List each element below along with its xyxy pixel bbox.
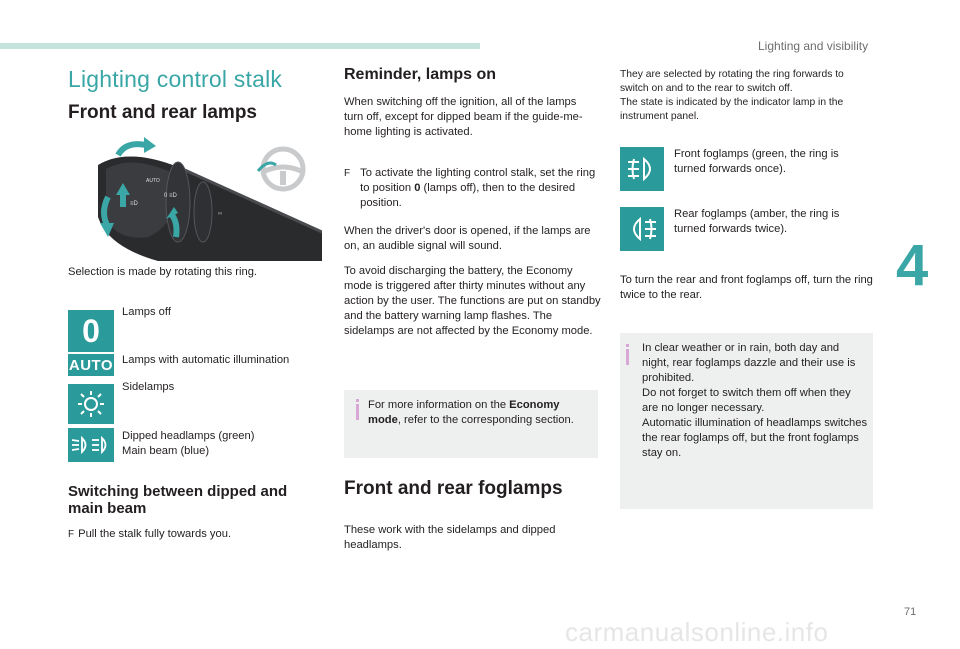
chapter-number: 4 <box>896 233 929 298</box>
auto-label: Lamps with automatic illumination <box>122 354 290 366</box>
foglamps-heading: Front and rear foglamps <box>344 478 563 499</box>
front-rear-lamps-heading: Front and rear lamps <box>68 102 257 123</box>
sidelamps-icon <box>68 384 114 424</box>
reminder-paragraph-2: When the driver's door is opened, if the lamps are on, an audible signal will sound. <box>344 225 591 252</box>
economy-info-text <box>368 398 590 428</box>
economy-info-post: , refer to the corresponding section. <box>397 414 574 426</box>
foglamps-info-line-2: Do not forget to switch them off when they are no longer necessary. <box>642 387 851 414</box>
switching-step <box>68 527 231 542</box>
foglamps-intro-1: They are selected by rotating the ring forwards to switch on and to the rear to switch off. <box>620 69 844 94</box>
svg-text:≡D: ≡D <box>130 201 138 207</box>
step-arrow-icon: F <box>344 168 351 179</box>
auto-tile-text: AUTO <box>68 356 114 374</box>
front-foglamp-label: Front foglamps (green, the ring is turned forwards once). <box>674 148 839 175</box>
headlamps-icon <box>68 428 114 462</box>
header-bar <box>0 43 480 49</box>
activate-step-bold: 0 <box>414 182 421 194</box>
foglamps-info-box <box>620 333 873 509</box>
rear-foglamp-icon <box>620 207 664 251</box>
lamps-off-tile-text: 0 <box>82 312 100 349</box>
activate-step-pre: To activate the lighting control stalk, set the ring to position <box>360 167 596 194</box>
watermark: carmanualsonline.info <box>565 617 829 647</box>
lighting-stalk-illustration <box>68 137 322 261</box>
page-title: Lighting control stalk <box>68 66 283 92</box>
auto-icon <box>68 354 114 376</box>
foglamps-off-text: To turn the rear and front foglamps off, turn the ring twice to the rear. <box>620 274 873 301</box>
activate-step-post: (lamps off), then to the desired position. <box>360 182 576 209</box>
rear-foglamp-label: Rear foglamps (amber, the ring is turned forwards twice). <box>674 208 840 235</box>
headlamps-label <box>122 429 254 459</box>
foglamps-intro <box>620 68 870 124</box>
front-foglamp-icon <box>620 147 664 191</box>
main-beam-label: Main beam (blue) <box>122 445 210 457</box>
info-icon <box>626 349 629 365</box>
reminder-paragraph-3: To avoid discharging the battery, the Economy mode is triggered after thirty minutes without any action by the user. The functions are put on standby and the battery warning lamp flashes. The sidelamps are not affected by the Economy mode. <box>344 265 601 337</box>
svg-text:∞: ∞ <box>218 211 223 217</box>
foglamps-info-line-1: In clear weather or in rain, both day and night, rear foglamps dazzle and their use is prohibited. <box>642 342 856 384</box>
lamps-off-icon <box>68 310 114 352</box>
steering-wheel-icon <box>258 149 303 189</box>
foglamps-info-text <box>642 341 868 461</box>
sidelamps-label: Sidelamps <box>122 381 175 393</box>
info-icon <box>356 404 359 420</box>
section-title: Lighting and visibility <box>758 39 869 53</box>
page-number: 71 <box>904 606 917 618</box>
foglamps-text: These work with the sidelamps and dipped headlamps. <box>344 524 556 551</box>
selection-text: Selection is made by rotating this ring. <box>68 266 258 278</box>
dipped-headlamps-label: Dipped headlamps (green) <box>122 430 255 442</box>
step-arrow-icon: F <box>68 529 75 540</box>
economy-info-bold: Economy mode <box>368 399 560 426</box>
switching-heading: Switching between dipped and main beam <box>68 483 288 517</box>
economy-info-box <box>344 390 598 458</box>
switching-step-text: Pull the stalk fully towards you. <box>78 528 232 540</box>
foglamps-info-line-3: Automatic illumination of headlamps switches the rear foglamps off, but the front foglamps stay on. <box>642 417 868 459</box>
economy-info-pre: For more information on the <box>368 399 510 411</box>
svg-text:0 ≡D: 0 ≡D <box>164 193 177 199</box>
reminder-paragraph-1: When switching off the ignition, all of the lamps turn off, except for dipped beam if the guide-me-home lighting is activated. <box>344 96 583 138</box>
lamps-off-label: Lamps off <box>122 306 171 318</box>
activate-step <box>344 166 598 211</box>
svg-text:AUTO: AUTO <box>146 178 160 184</box>
reminder-heading: Reminder, lamps on <box>344 66 497 83</box>
foglamps-intro-2: The state is indicated by the indicator lamp in the instrument panel. <box>620 97 844 122</box>
